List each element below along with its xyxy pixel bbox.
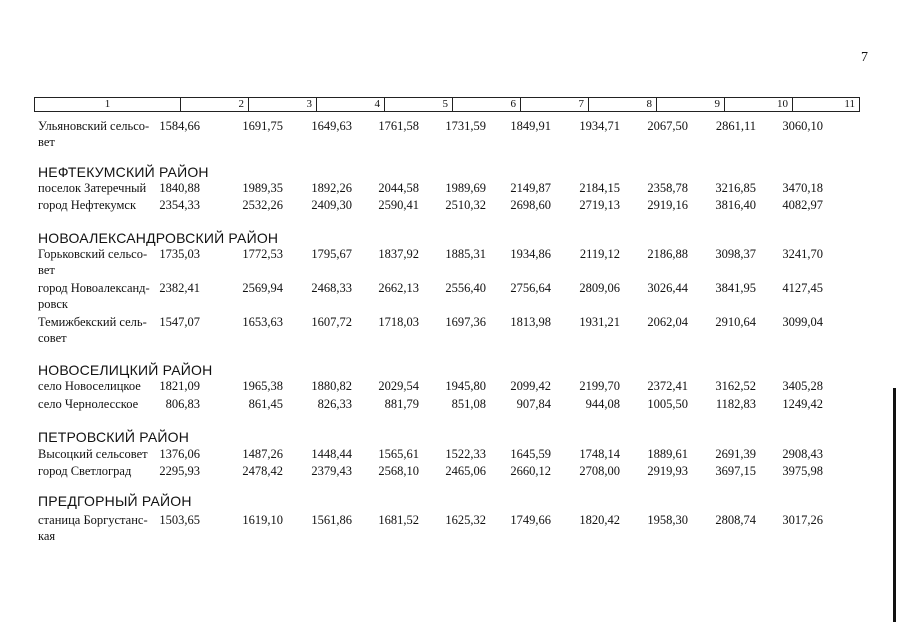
value-cell-col-11: 3241,70 (782, 247, 823, 261)
value-cell-col-7: 1813,98 (510, 315, 551, 329)
settlement-name: Горьковский сельсо- вет (38, 247, 148, 277)
value-cell-col-6: 1697,36 (445, 315, 486, 329)
value-cell-col-3: 2532,26 (242, 198, 283, 212)
header-cell-2: 2 (181, 98, 249, 111)
value-cell-col-7: 1749,66 (510, 513, 551, 527)
region-title: ПРЕДГОРНЫЙ РАЙОН (38, 493, 192, 509)
value-cell-col-2: 2382,41 (159, 281, 200, 295)
value-cell-col-9: 1958,30 (647, 513, 688, 527)
value-cell-col-11: 3060,10 (782, 119, 823, 133)
value-cell-col-9: 2372,41 (647, 379, 688, 393)
value-cell-col-2: 1840,88 (159, 181, 200, 195)
header-cell-1: 1 (35, 98, 181, 111)
value-cell-col-3: 2569,94 (242, 281, 283, 295)
value-cell-col-6: 2465,06 (445, 464, 486, 478)
value-cell-col-9: 2067,50 (647, 119, 688, 133)
header-cell-5: 5 (385, 98, 453, 111)
value-cell-col-7: 2698,60 (510, 198, 551, 212)
value-cell-col-4: 1607,72 (311, 315, 352, 329)
value-cell-col-6: 1731,59 (445, 119, 486, 133)
value-cell-col-3: 1619,10 (242, 513, 283, 527)
value-cell-col-4: 1795,67 (311, 247, 352, 261)
value-cell-col-2: 1547,07 (159, 315, 200, 329)
settlement-name: город Светлоград (38, 464, 132, 478)
settlement-name: Ульяновский сельсо- вет (38, 119, 150, 149)
value-cell-col-9: 1005,50 (647, 397, 688, 411)
value-cell-col-10: 2910,64 (715, 315, 756, 329)
value-cell-col-8: 2199,70 (579, 379, 620, 393)
value-cell-col-4: 2409,30 (311, 198, 352, 212)
value-cell-col-7: 1645,59 (510, 447, 551, 461)
value-cell-col-9: 1889,61 (647, 447, 688, 461)
value-cell-col-8: 1934,71 (579, 119, 620, 133)
value-cell-col-11: 4127,45 (782, 281, 823, 295)
value-cell-col-4: 1448,44 (311, 447, 352, 461)
value-cell-col-6: 2510,32 (445, 198, 486, 212)
value-cell-col-4: 1561,86 (311, 513, 352, 527)
value-cell-col-3: 1965,38 (242, 379, 283, 393)
value-cell-col-10: 2808,74 (715, 513, 756, 527)
settlement-name: село Новоселицкое (38, 379, 141, 393)
value-cell-col-9: 2186,88 (647, 247, 688, 261)
value-cell-col-8: 2809,06 (579, 281, 620, 295)
value-cell-col-10: 2861,11 (715, 119, 756, 133)
value-cell-col-8: 1748,14 (579, 447, 620, 461)
value-cell-col-2: 806,83 (165, 397, 200, 411)
value-cell-col-6: 1522,33 (445, 447, 486, 461)
value-cell-col-8: 2184,15 (579, 181, 620, 195)
value-cell-col-3: 861,45 (248, 397, 283, 411)
scan-edge-mark (893, 388, 896, 622)
value-cell-col-4: 826,33 (317, 397, 352, 411)
value-cell-col-7: 1934,86 (510, 247, 551, 261)
value-cell-col-5: 1565,61 (378, 447, 419, 461)
value-cell-col-9: 2062,04 (647, 315, 688, 329)
value-cell-col-2: 2354,33 (159, 198, 200, 212)
value-cell-col-11: 3470,18 (782, 181, 823, 195)
value-cell-col-10: 2691,39 (715, 447, 756, 461)
value-cell-col-10: 1182,83 (715, 397, 756, 411)
value-cell-col-2: 1735,03 (159, 247, 200, 261)
value-cell-col-7: 2660,12 (510, 464, 551, 478)
settlement-name: Темижбекский сель- совет (38, 315, 147, 345)
value-cell-col-8: 2119,12 (579, 247, 620, 261)
value-cell-col-7: 2149,87 (510, 181, 551, 195)
value-cell-col-5: 2590,41 (378, 198, 419, 212)
value-cell-col-8: 2719,13 (579, 198, 620, 212)
value-cell-col-6: 1625,32 (445, 513, 486, 527)
value-cell-col-4: 1880,82 (311, 379, 352, 393)
value-cell-col-10: 3162,52 (715, 379, 756, 393)
region-title: ПЕТРОВСКИЙ РАЙОН (38, 429, 190, 445)
value-cell-col-2: 2295,93 (159, 464, 200, 478)
settlement-name: станица Боргустанс- кая (38, 513, 148, 543)
value-cell-col-3: 1989,35 (242, 181, 283, 195)
value-cell-col-3: 1653,63 (242, 315, 283, 329)
value-cell-col-3: 2478,42 (242, 464, 283, 478)
value-cell-col-10: 3098,37 (715, 247, 756, 261)
value-cell-col-6: 851,08 (451, 397, 486, 411)
settlement-name: город Нефтекумск (38, 198, 137, 212)
value-cell-col-11: 3405,28 (782, 379, 823, 393)
value-cell-col-5: 2568,10 (378, 464, 419, 478)
header-cell-6: 6 (453, 98, 521, 111)
settlement-name: село Чернолесское (38, 397, 139, 411)
value-cell-col-11: 3099,04 (782, 315, 823, 329)
value-cell-col-10: 3216,85 (715, 181, 756, 195)
value-cell-col-3: 1487,26 (242, 447, 283, 461)
header-cell-4: 4 (317, 98, 385, 111)
value-cell-col-11: 4082,97 (782, 198, 823, 212)
value-cell-col-8: 1820,42 (579, 513, 620, 527)
value-cell-col-8: 1931,21 (579, 315, 620, 329)
settlement-name: город Новоалександ- ровск (38, 281, 150, 311)
region-title: НОВОСЕЛИЦКИЙ РАЙОН (38, 362, 213, 378)
value-cell-col-2: 1821,09 (159, 379, 200, 393)
value-cell-col-9: 2919,16 (647, 198, 688, 212)
value-cell-col-5: 2029,54 (378, 379, 419, 393)
header-cell-7: 7 (521, 98, 589, 111)
value-cell-col-3: 1772,53 (242, 247, 283, 261)
region-title: НЕФТЕКУМСКИЙ РАЙОН (38, 164, 209, 180)
value-cell-col-10: 3697,15 (715, 464, 756, 478)
value-cell-col-5: 1681,52 (378, 513, 419, 527)
value-cell-col-9: 2358,78 (647, 181, 688, 195)
page-number: 7 (861, 50, 868, 65)
value-cell-col-6: 1945,80 (445, 379, 486, 393)
value-cell-col-11: 3017,26 (782, 513, 823, 527)
value-cell-col-4: 2468,33 (311, 281, 352, 295)
value-cell-col-4: 1649,63 (311, 119, 352, 133)
value-cell-col-4: 1892,26 (311, 181, 352, 195)
value-cell-col-2: 1584,66 (159, 119, 200, 133)
value-cell-col-5: 1761,58 (378, 119, 419, 133)
value-cell-col-11: 1249,42 (782, 397, 823, 411)
value-cell-col-8: 944,08 (585, 397, 620, 411)
value-cell-col-6: 2556,40 (445, 281, 486, 295)
value-cell-col-7: 1849,91 (510, 119, 551, 133)
settlement-name: Высоцкий сельсовет (38, 447, 148, 461)
settlement-name: поселок Затеречный (38, 181, 147, 195)
value-cell-col-10: 3841,95 (715, 281, 756, 295)
value-cell-col-5: 881,79 (384, 397, 419, 411)
value-cell-col-2: 1503,65 (159, 513, 200, 527)
value-cell-col-7: 2756,64 (510, 281, 551, 295)
value-cell-col-8: 2708,00 (579, 464, 620, 478)
value-cell-col-9: 3026,44 (647, 281, 688, 295)
header-cell-11: 11 (844, 98, 855, 110)
value-cell-col-10: 3816,40 (715, 198, 756, 212)
header-cell-9: 9 (657, 98, 725, 111)
value-cell-col-7: 2099,42 (510, 379, 551, 393)
value-cell-col-7: 907,84 (516, 397, 551, 411)
header-cell-3: 3 (249, 98, 317, 111)
value-cell-col-6: 1885,31 (445, 247, 486, 261)
value-cell-col-2: 1376,06 (159, 447, 200, 461)
value-cell-col-5: 1837,92 (378, 247, 419, 261)
header-cell-10: 10 (725, 98, 793, 111)
value-cell-col-11: 3975,98 (782, 464, 823, 478)
value-cell-col-4: 2379,43 (311, 464, 352, 478)
value-cell-col-6: 1989,69 (445, 181, 486, 195)
value-cell-col-11: 2908,43 (782, 447, 823, 461)
region-title: НОВОАЛЕКСАНДРОВСКИЙ РАЙОН (38, 230, 279, 246)
value-cell-col-5: 2662,13 (378, 281, 419, 295)
value-cell-col-3: 1691,75 (242, 119, 283, 133)
header-cell-8: 8 (589, 98, 657, 111)
value-cell-col-5: 1718,03 (378, 315, 419, 329)
value-cell-col-9: 2919,93 (647, 464, 688, 478)
value-cell-col-5: 2044,58 (378, 181, 419, 195)
